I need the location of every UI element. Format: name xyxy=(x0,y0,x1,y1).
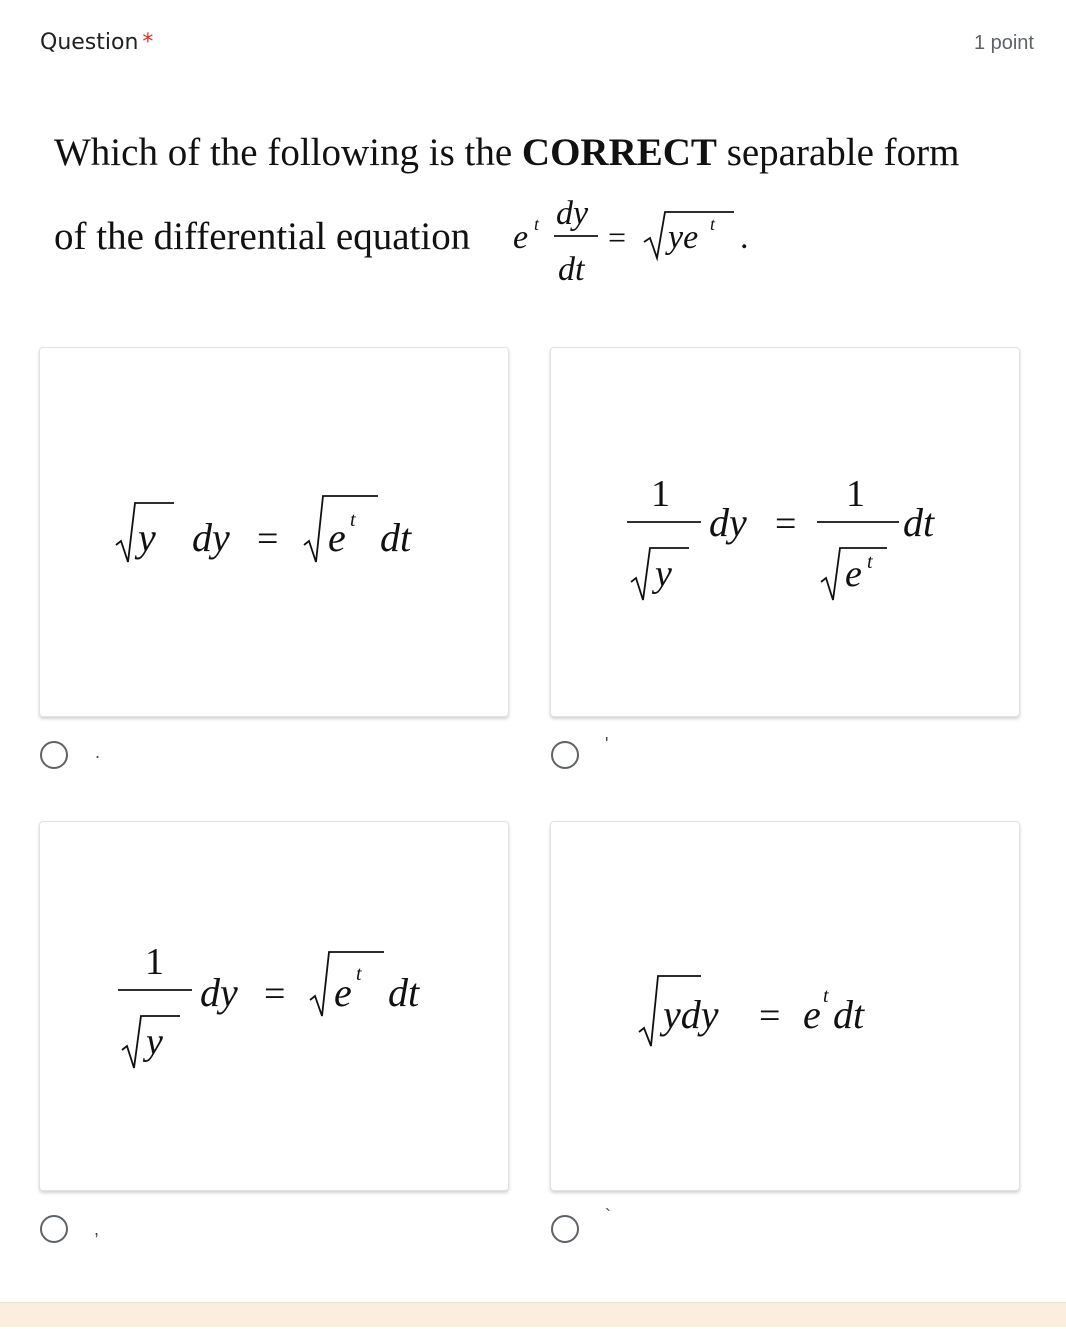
option-1-equation xyxy=(40,348,508,716)
svg-text:dt: dt xyxy=(903,500,935,545)
svg-text:dy: dy xyxy=(556,195,589,232)
option-4-equation xyxy=(551,822,1019,1190)
svg-text:dt: dt xyxy=(380,515,412,560)
option-1-radio[interactable] xyxy=(40,741,68,769)
svg-text:=: = xyxy=(775,503,797,545)
svg-text:1: 1 xyxy=(846,473,865,515)
svg-text:dt: dt xyxy=(388,970,420,1015)
option-4-label: ` xyxy=(605,1206,611,1226)
option-3-label: , xyxy=(94,1219,100,1239)
svg-text:e: e xyxy=(334,970,352,1015)
svg-text:dt: dt xyxy=(558,251,585,288)
svg-text:=: = xyxy=(257,518,279,560)
question-title: Question * xyxy=(40,30,154,55)
footer-band xyxy=(0,1302,1066,1327)
svg-text:t: t xyxy=(534,214,540,234)
svg-text:1: 1 xyxy=(651,473,670,515)
option-3-radio[interactable] xyxy=(40,1215,68,1243)
svg-text:1: 1 xyxy=(145,941,164,983)
option-1-label: . xyxy=(95,742,101,762)
question-text-line1: Which of the following is the CORRECT separable form xyxy=(54,131,960,174)
option-card-1[interactable] xyxy=(39,347,509,717)
option-card-2[interactable] xyxy=(550,347,1020,717)
svg-text:t: t xyxy=(356,963,362,985)
svg-text:=: = xyxy=(264,973,286,1015)
option-2-radio[interactable] xyxy=(551,741,579,769)
svg-text:dy: dy xyxy=(709,500,747,545)
required-asterisk: * xyxy=(142,30,154,55)
question-equation xyxy=(500,190,770,290)
svg-text:t: t xyxy=(710,214,716,234)
option-card-3[interactable] xyxy=(39,821,509,1191)
svg-text:t: t xyxy=(350,509,356,531)
svg-text:e: e xyxy=(513,219,529,256)
option-4-radio[interactable] xyxy=(551,1215,579,1243)
option-2-equation xyxy=(551,348,1019,716)
svg-text:ydy: ydy xyxy=(663,992,719,1037)
option-card-4[interactable] xyxy=(550,821,1020,1191)
svg-text:t: t xyxy=(823,985,829,1007)
svg-text:y: y xyxy=(655,553,672,595)
svg-text:y: y xyxy=(146,1021,163,1063)
svg-text:e: e xyxy=(845,553,862,595)
svg-text:y: y xyxy=(138,515,156,560)
svg-text:dy: dy xyxy=(192,515,230,560)
option-2-label: ' xyxy=(605,734,609,754)
question-text-line2: of the differential equation xyxy=(54,215,471,258)
svg-text:=: = xyxy=(608,219,627,255)
points-label: 1 point xyxy=(973,32,1034,54)
option-3-equation xyxy=(40,822,508,1190)
svg-text:.: . xyxy=(740,219,749,256)
svg-text:ye: ye xyxy=(668,219,699,256)
svg-text:dy: dy xyxy=(200,970,238,1015)
svg-text:e: e xyxy=(803,992,821,1037)
svg-text:dt: dt xyxy=(833,992,865,1037)
svg-text:e: e xyxy=(328,515,346,560)
svg-text:t: t xyxy=(867,551,873,573)
svg-text:=: = xyxy=(759,995,781,1037)
